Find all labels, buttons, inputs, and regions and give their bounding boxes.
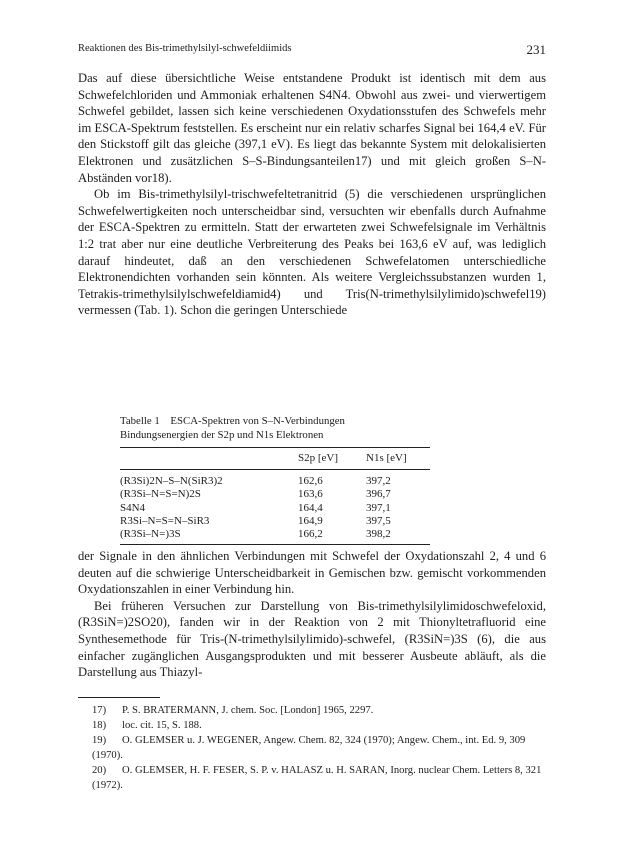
footnote [78,703,546,718]
footnote [78,733,546,763]
footnote-text: O. GLEMSER, H. F. FESER, S. P. v. HALASZ u. H. SARAN, Inorg. nuclear Chem. Letters 8, 321 (1972). [92,765,542,791]
table-header-s2p: S2p [eV] [298,451,339,464]
cell-s2p: 164,9 [298,514,323,527]
body-text-bottom [78,548,546,681]
cell-n1s: 397,5 [366,514,391,527]
table-caption [120,415,430,442]
paragraph-4: Bei früheren Versuchen zur Darstellung von Bis-trimethylsilylimidoschwefeloxid, (R3SiN=)2SO20), fanden wir in der Reaktion von 2 mit Thionyltetrafluorid eine Synthesemethode für Tris-(N-trimethylsilylimido)-schwefel, (R3SiN=)3S (6), die aus einfacher zugänglichen Ausgangsprodukten und mit besserer Ausbeute abläuft, als die Darstellung aus Thiazyl- [78,598,546,680]
table-caption-line2: Bindungsenergien der S2p und N1s Elektronen [120,428,324,441]
footnotes [78,703,546,793]
footnote [78,718,546,733]
cell-n1s: 398,2 [366,528,391,541]
cell-compound: S4N4 [120,501,146,514]
table-row [120,502,430,515]
running-header [78,43,546,59]
footnote-number: 18) [92,720,107,731]
table-row [120,515,430,528]
cell-s2p: 164,4 [298,501,323,514]
cell-n1s: 397,1 [366,501,391,514]
cell-s2p: 166,2 [298,528,323,541]
table-caption-line1: ESCA-Spektren von S–N-Verbindungen [170,415,345,427]
cell-s2p: 163,6 [298,488,323,501]
table-body [120,470,430,541]
table-row [120,475,430,488]
cell-n1s: 396,7 [366,488,391,501]
page-number: 231 [526,42,546,57]
cell-n1s: 397,2 [366,475,391,487]
paragraph-2: Ob im Bis-trimethylsilyl-trischwefeltetranitrid (5) die verschiedenen ursprünglichen Schwefelwertigkeiten noch unterscheidbar sind, versuchten wir ebenfalls durch Aufnahme der ESCA-Spektren zu ermitteln. Statt der erwarteten zwei Schwefelsignale im Verhältnis 1:2 trat aber nur eine deutliche Verbreiterung des Peaks bei 163,6 eV auf, was lediglich darauf hindeutet, daß an den verschiedenen Schwefelatomen unterschiedliche Elektronendichten vorhanden sein könnten. Als weitere Vergleichssubstanzen wurden 1, Tetrakis-trimethylsilylschwefeldiamid4) und Tris(N-trimethylsilylimido)schwefel19) vermessen (Tab. 1). Schon die geringen Unterschiede [78,187,546,318]
body-text-top [78,70,546,319]
footnote-text: P. S. BRATERMANN, J. chem. Soc. [London] 1965, 2297. [122,705,374,716]
table-header-n1s: N1s [eV] [366,451,407,464]
paragraph-3: der Signale in den ähnlichen Verbindungen mit Schwefel der Oxydationszahl 2, 4 und 6 deuten auf die schwierige Unterscheidbarkeit in Gemischen bzw. gemischt vorkommenden Oxydationszahlen in einer Verbindung hin. [78,549,546,597]
paragraph-1: Das auf diese übersichtliche Weise entstandene Produkt ist identisch mit dem aus Schwefelchloriden und Ammoniak erhaltenen S4N4. Obwohl aus zwei- und vierwertigem Schwefel gebildet, lassen sich keine verschiedenen Oxydationsstufen des Schwefels mehr im ESCA-Spektrum feststellen. Es erscheint nur ein relativ scharfes Signal bei 164,4 eV. Für den Stickstoff gilt das gleiche (397,1 eV). Es liegt das bekannte System mit delokalisierten Elektronen und zusätzlichen S–S-Bindungsanteilen17) und mit gleich großen S–N-Abständen vor18). [78,71,546,185]
cell-compound: (R3Si)2N–S–N(SiR3)2 [120,475,223,487]
esca-table [120,415,430,545]
footnote-number: 20) [92,765,107,776]
cell-s2p: 162,6 [298,475,323,487]
footnote-number: 17) [92,705,107,716]
cell-compound: (R3Si–N=S=N)2S [120,488,201,501]
footnote-text: O. GLEMSER u. J. WEGENER, Angew. Chem. 82, 324 (1970); Angew. Chem., int. Ed. 9, 309 (1970). [92,735,526,761]
footnote [78,763,546,793]
table-row [120,528,430,541]
footnote-text: loc. cit. 15, S. 188. [122,720,202,731]
table-bottom-rule [120,544,430,545]
running-title: Reaktionen des Bis-trimethylsilyl-schwefeldiimids [78,43,292,54]
cell-compound: R3Si–N=S=N–SiR3 [120,514,210,527]
footnote-number: 19) [92,735,107,746]
footnote-rule [78,697,160,698]
cell-compound: (R3Si–N=)3S [120,528,181,541]
table-row [120,488,430,501]
table-label: Tabelle 1 [120,415,160,427]
table-header-row [120,448,430,467]
